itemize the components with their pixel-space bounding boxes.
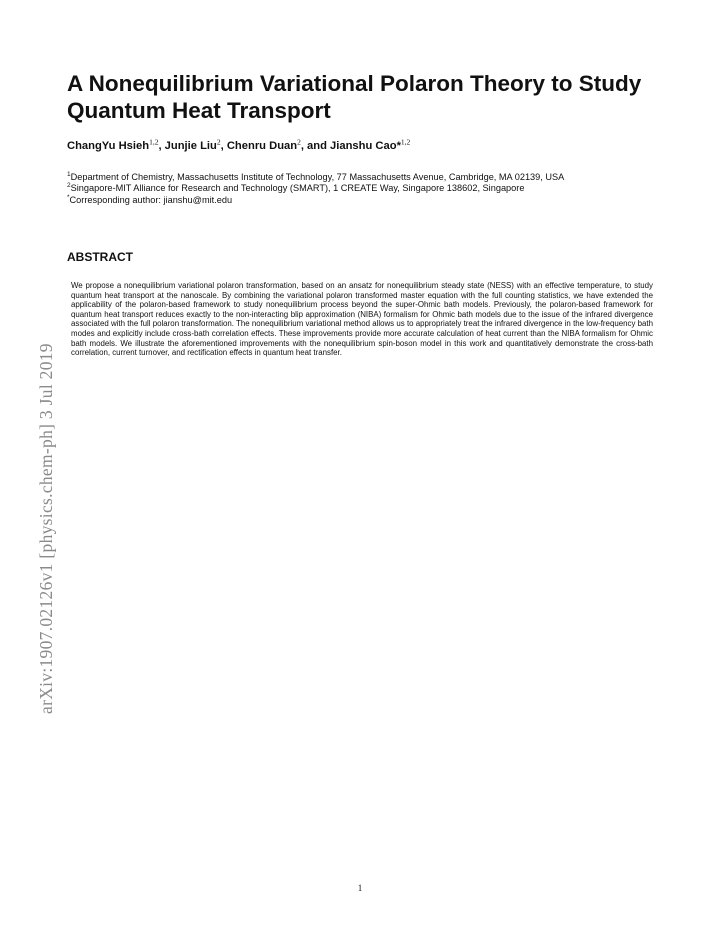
affiliation-text: Corresponding author: jianshu@mit.edu [69,194,233,205]
affiliation [67,172,667,183]
affiliation-mark: 1 [67,170,71,178]
affiliation-text: Singapore-MIT Alliance for Research and Technology (SMART), 1 CREATE Way, Singapore 138602, Singapore [70,183,525,194]
affiliation-mark: * [67,193,70,201]
affiliation-mark: 2 [67,182,71,190]
author-separator: , and [300,140,331,152]
author-separator: , [220,140,227,152]
author-affiliation-mark: 1,2 [149,137,159,147]
author-list [67,137,667,152]
author-affiliation-mark: 2 [216,137,221,147]
paper-title: A Nonequilibrium Variational Polaron Theory to Study Quantum Heat Transport [67,71,642,123]
corresponding-author [67,195,667,206]
author-name: Jianshu Cao* [330,140,401,152]
author-name: Junjie Liu [164,140,217,152]
affiliation-list [67,172,667,206]
author-affiliation-mark: 1,2 [400,137,411,147]
author-affiliation-mark: 2 [297,137,301,147]
author-separator: , [158,140,165,152]
arxiv-stamp: arXiv:1907.02126v1 [physics.chem-ph] 3 Jul 2019 [36,343,56,714]
affiliation [67,183,667,194]
abstract-heading: ABSTRACT [67,250,133,264]
author-name: ChangYu Hsieh [67,140,150,152]
page-number: 1 [357,883,363,893]
affiliation-text: Department of Chemistry, Massachusetts Institute of Technology, 77 Massachusetts Avenue, Cambridge, MA 02139, USA [70,172,565,182]
author-name: Chenru Duan [226,140,298,152]
abstract-body: We propose a nonequilibrium variational polaron transformation, based on an ansatz for nonequilibrium steady state (NESS) with an effective temperature, to study quantum heat transport at the nanoscale. By combining the variational polaron transformed master equation with the full counting statistics, we have extended the applicability of the polaron-based framework to study nonequilibrium process beyond the super-Ohmic bath models. Previously, the polaron-based framework for quantum heat transport reduces exactly to the non-interacting blip approximation (NIBA) formalism for Ohmic bath models due to the issue of the infrared divergence associated with the full polaron transformation. The nonequilibrium variational method allows us to appropriately treat the infrared divergence in the low-frequency bath modes and explicitly include cross-bath correlation effects. These improvements provide more accurate calculation of heat current than the NIBA formalism for Ohmic bath models. We illustrate the aforementioned improvements with the nonequilibrium spin-boson model in this work and quantitatively demonstrate the cross-bath correlation, current turnover, and rectification effects in quantum heat transfer. [71,281,653,358]
